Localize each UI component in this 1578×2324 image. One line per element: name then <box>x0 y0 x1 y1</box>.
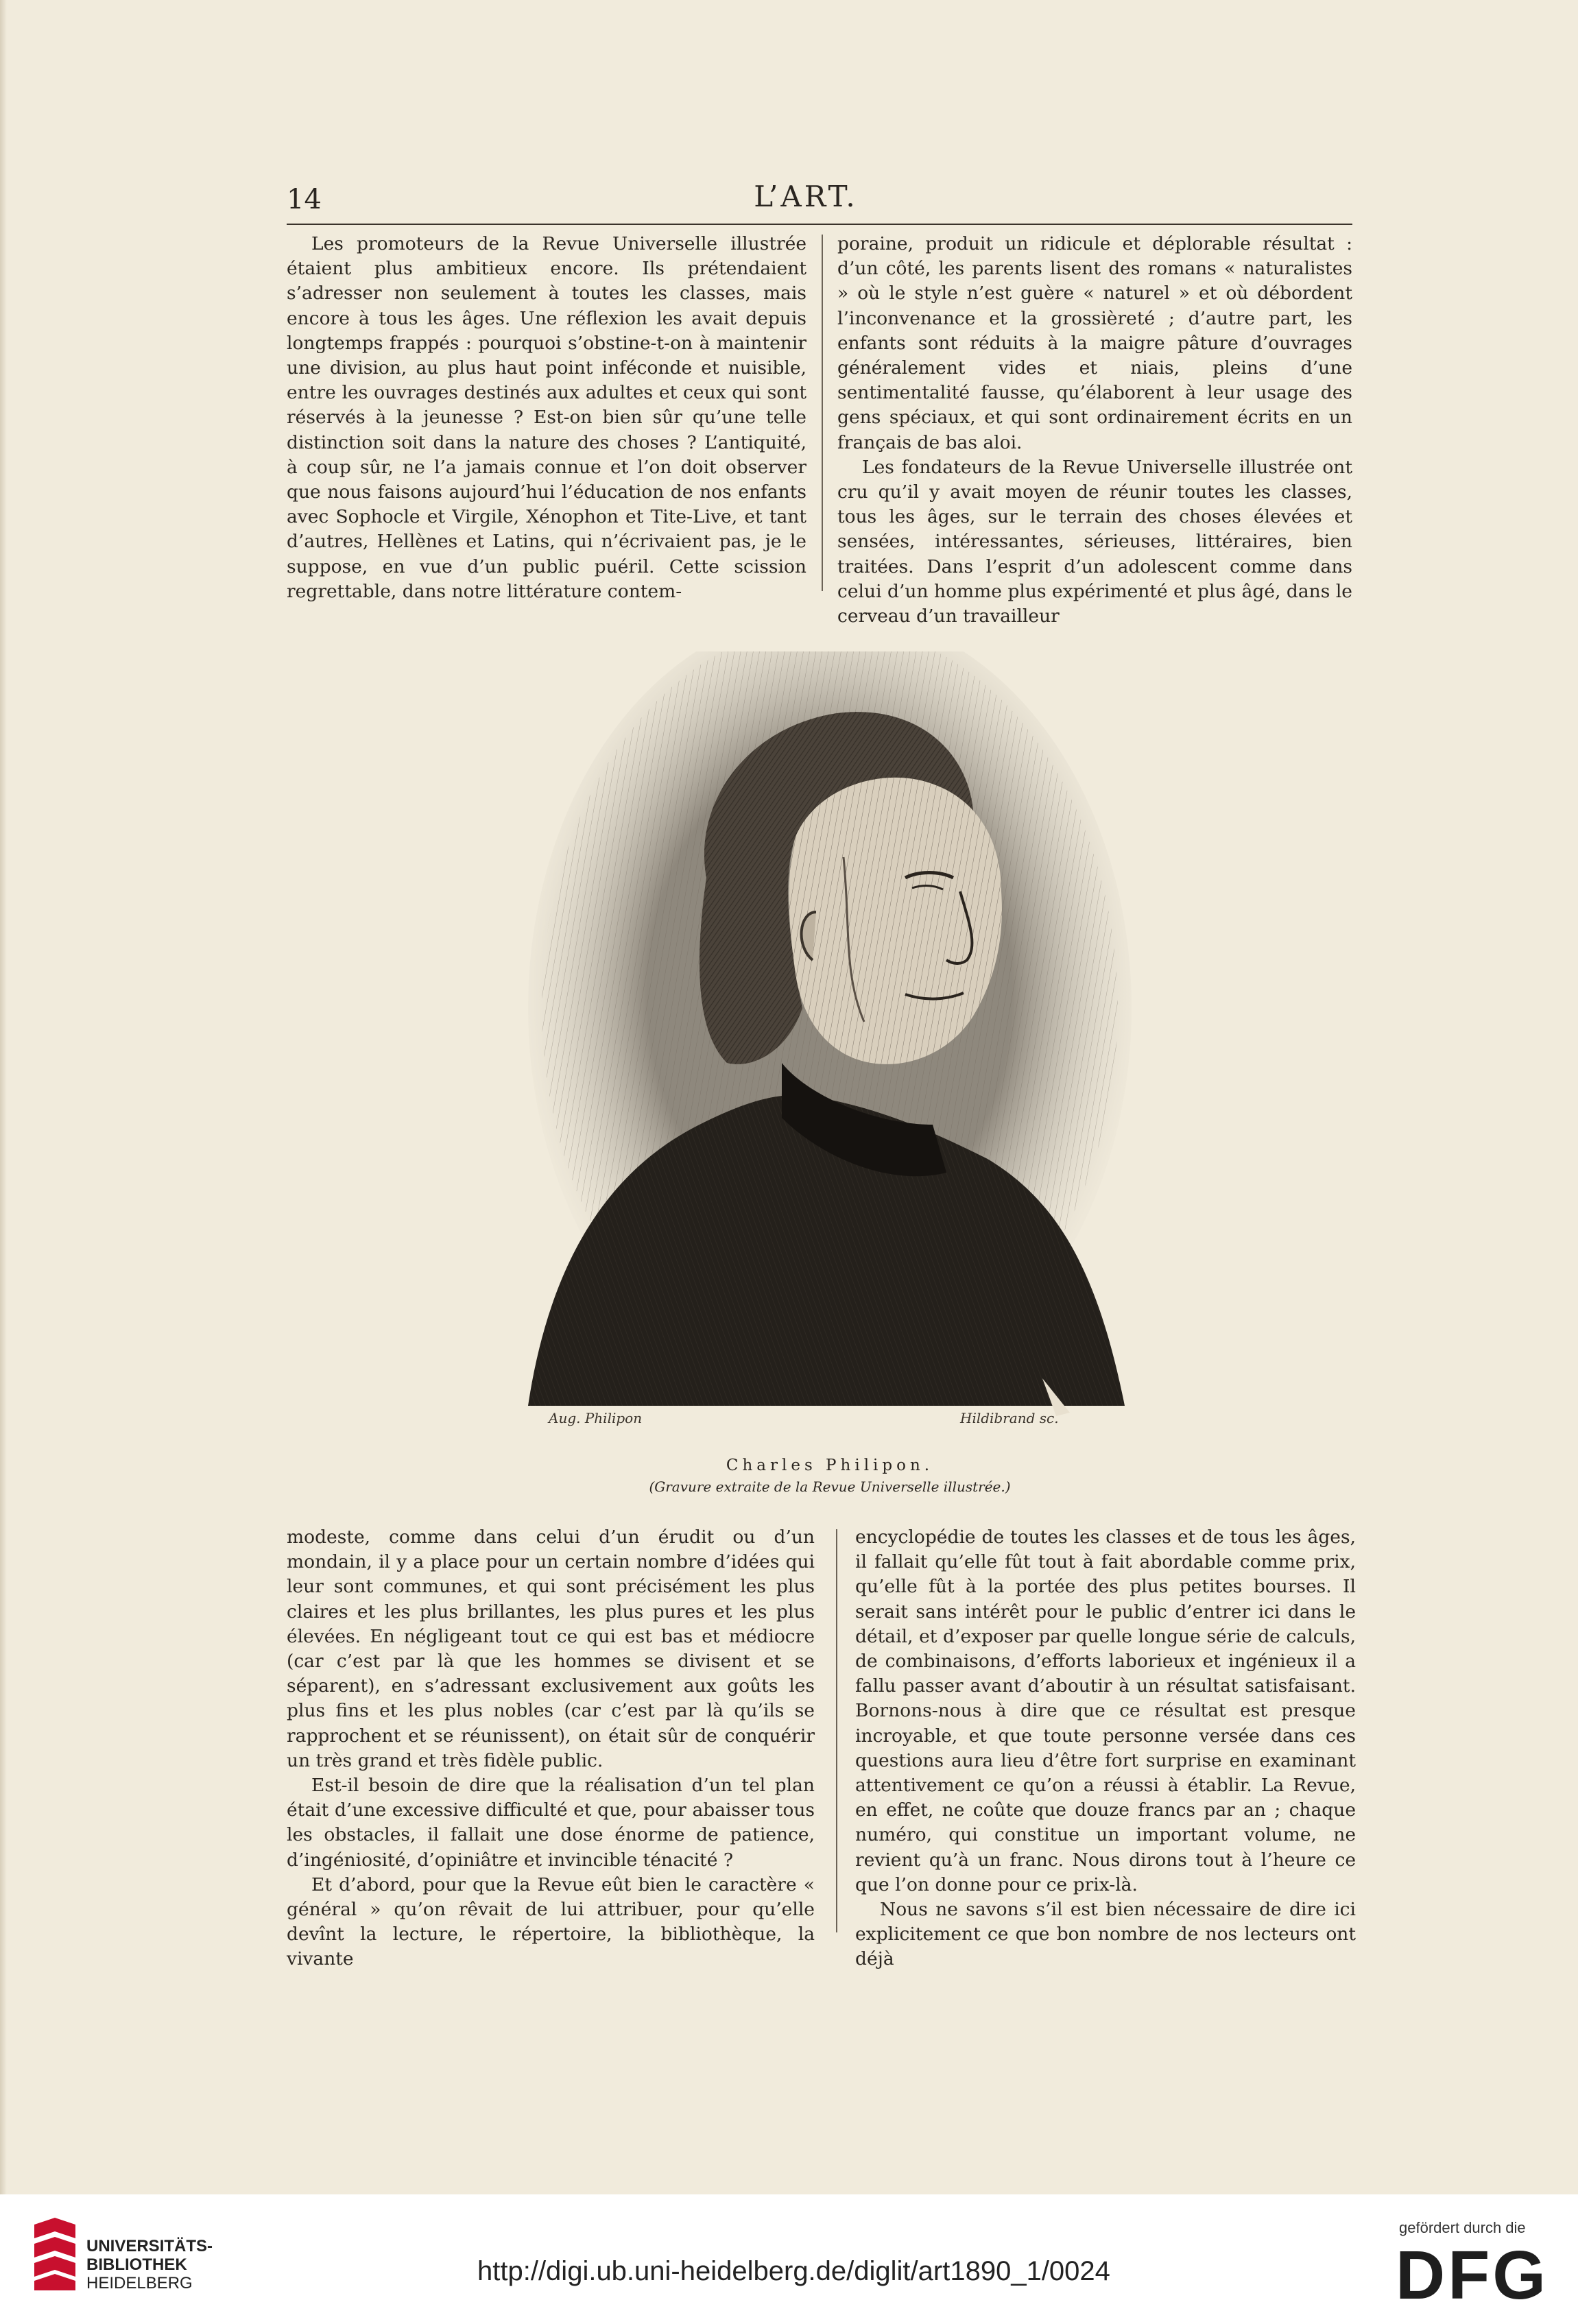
svg-text:Hildibrand sc.: Hildibrand sc. <box>960 1410 1059 1426</box>
library-name-line: BIBLIOTHEK <box>86 2255 187 2274</box>
text-column-bottom-left <box>287 1525 815 1972</box>
text-column-bottom-right <box>855 1525 1356 1972</box>
paragraph: poraine, produit un ridicule et déplorable résultat : d’un côté, les parents lisent des romans « naturalistes » où le style n’est guère « naturel » et où débordent l’inconvenance et la grossièreté ; d’autre part, les enfants sont réduits à la maigre pâture d’ouvrages généralement vides et niais, pleins d’une sentimentalité fausse, qu’élaborent à leur usage des gens spéciaux, et qui sont ordinairement écrits en un français de bas aloi. <box>837 233 1352 453</box>
running-title: L’ART. <box>754 180 858 213</box>
svg-text:Aug. Philipon: Aug. Philipon <box>549 1410 643 1426</box>
library-name[interactable] <box>86 2237 213 2292</box>
page-edge <box>0 0 7 2194</box>
column-rule <box>836 1529 837 1932</box>
paragraph: Est-il besoin de dire que la réalisation d’un tel plan était d’une excessive difficulté et que, pour abaisser tous les obstacles, il fallait une dose énorme de patience, d’ingéniosité, d’opiniâtre et invincible ténacité ? <box>287 1775 815 1871</box>
page-url-link[interactable]: http://digi.ub.uni-heidelberg.de/diglit/art1890_1/0024 <box>477 2256 1110 2286</box>
ub-heidelberg-logo-icon[interactable] <box>27 2216 82 2292</box>
text-column-top-left <box>287 232 806 604</box>
column-rule <box>822 235 823 591</box>
paragraph: modeste, comme dans celui d’un érudit ou d’un mondain, il y a place pour un certain nombre d’idées qui leur sont communes, et qui sont précisément les plus claires et les plus brillantes, les plus pures et les plus élevées. En négligeant tout ce qui est bas et médiocre (car c’est par là que les hommes se divisent et se séparent), en s’adressant exclusivement aux goûts les plus fins et les plus nobles (car c’est par là qu’ils se rapprochent et se réunissent), on était sûr de conquérir un très grand et très fidèle public. <box>287 1526 815 1771</box>
header-rule <box>287 224 1352 225</box>
dfg-logo-icon[interactable]: DFG <box>1396 2237 1549 2314</box>
library-name-line: UNIVERSITÄTS- <box>86 2237 213 2255</box>
paragraph: Nous ne savons s’il est bien nécessaire de dire ici explicitement ce que bon nombre de nos lecteurs ont déjà <box>855 1899 1356 1970</box>
portrait-engraving-icon <box>521 651 1138 1433</box>
library-name-line: HEIDELBERG <box>86 2274 193 2292</box>
page-number: 14 <box>287 184 322 215</box>
paragraph: Et d’abord, pour que la Revue eût bien le caractère « général » qu’on rêvait de lui attribuer, pour qu’elle devînt la lecture, le répertoire, la bibliothèque, la vivante <box>287 1873 815 1970</box>
paragraph: Les fondateurs de la Revue Universelle illustrée ont cru qu’il y avait moyen de réunir toutes les classes, tous les âges, sur le terrain des choses élevées et sensées, intéressantes, sérieuses, littéraires, bien traitées. Dans l’esprit d’un adolescent comme dans celui d’un homme plus expérimenté et plus âgé, dans le cerveau d’un travailleur <box>837 456 1352 627</box>
figure-caption: Charles Philipon. <box>726 1457 934 1474</box>
paragraph: Les promoteurs de la Revue Universelle illustrée étaient plus ambitieux encore. Ils prétendaient s’adresser non seulement à toutes les classes, mais encore à tous les âges. Une réflexion les avait depuis longtemps frappés : pourquoi s’obstine-t-on à maintenir une division, au plus haut point inféconde et nuisible, entre les ouvrages destinés aux adultes et ceux qui sont réservés à la jeunesse ? Est-on bien sûr qu’une telle distinction soit dans la nature des choses ? L’antiquité, à coup sûr, ne l’a jamais connue et l’on doit observer que nous faisons aujourd’hui l’éducation de nos enfants avec Sophocle et Virgile, Xénophon et Tite-Live, et tant d’autres, Hellènes et Latins, qui n’écrivaient pas, je le suppose, en vue d’un public puéril. Cette scission regrettable, dans notre littérature contem- <box>287 233 806 602</box>
figure-credit: (Gravure extraite de la Revue Universelle illustrée.) <box>649 1478 1011 1495</box>
text-column-top-right <box>837 232 1352 629</box>
funding-note: gefördert durch die <box>1399 2219 1526 2236</box>
portrait-figure <box>521 651 1138 1433</box>
paragraph: encyclopédie de toutes les classes et de tous les âges, il fallait qu’elle fût tout à fait abordable comme prix, qu’elle fût à la portée des plus petites bourses. Il serait sans intérêt pour le public d’entrer ici dans le détail, et d’exposer par quelle longue série de calculs, de combinaisons, d’efforts laborieux et ingénieux il a fallu passer avant d’aboutir à un résultat satisfaisant. Bornons-nous à dire que ce résultat est presque incroyable, et que toute personne versée dans ces questions aura lieu d’être fort surprise en examinant attentivement ce qu’on a réussi à établir. La Revue, en effet, ne coûte que douze francs par an ; chaque numéro, qui constitue un important volume, ne revient qu’à un franc. Nous dirons tout à l’heure ce que l’on donne pour ce prix-là. <box>855 1526 1356 1895</box>
